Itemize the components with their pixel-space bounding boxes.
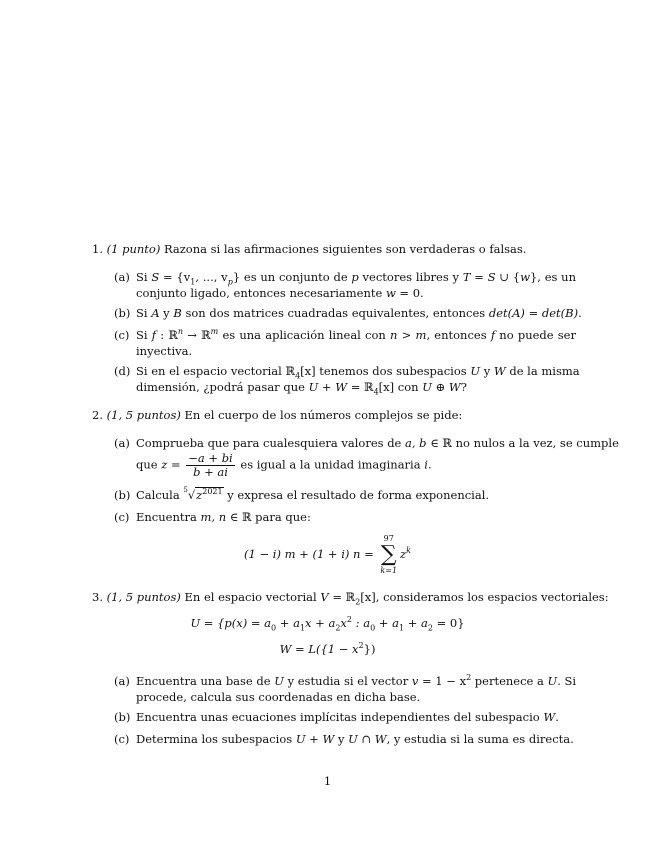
item-label: (b) <box>114 306 131 320</box>
item-text-line-1: Comprueba que para cualesquiera valores de a, b ∈ ℝ no nulos a la vez, se cumple <box>136 436 619 450</box>
sigma-icon: ∑ <box>380 542 397 567</box>
item-text-line-2: procede, calcula sus coordenadas en dicha base. <box>136 690 421 704</box>
item-label: (a) <box>114 270 130 284</box>
summation <box>380 534 397 576</box>
question-intro: En el cuerpo de los números complejos se pide: <box>184 408 463 422</box>
item-text-line-2: inyectiva. <box>136 344 193 358</box>
item-text-line-2: conjunto ligado, entonces necesariamente w = 0. <box>136 286 424 300</box>
item-text-line-2: que z = $\frac{-a + bi}{b + ai}$ es igual a la unidad imaginaria i. <box>136 451 432 479</box>
item-text-line-1: Calcula $^5√z^{2021}$ y expresa el resultado de forma exponencial. <box>136 486 490 502</box>
item-text-line-1: Si en el espacio vectorial ℝ$_4$[x] tenemos dos subespacios U y W de la misma <box>136 364 580 381</box>
fraction <box>186 452 234 479</box>
fraction-denominator: b + ai <box>193 465 228 479</box>
question-points: (1, 5 puntos) <box>106 590 181 604</box>
item-text-line-1: Encuentra m, n ∈ ℝ para que: <box>136 510 311 524</box>
item-label: (c) <box>114 732 130 746</box>
question-points: (1, 5 puntos) <box>106 408 181 422</box>
question-3-heading: 3. (1, 5 puntos) En el espacio vectorial V = ℝ$_2$[x], consideramos los espacios vectoriales: <box>92 590 609 607</box>
question-number: 2. <box>92 408 103 422</box>
root-radicand: $z^{2021}$ <box>196 487 223 502</box>
sum-upper-limit: 97 <box>383 534 394 543</box>
question-number: 1. <box>92 242 103 256</box>
question-2-heading <box>92 408 462 423</box>
item-label: (b) <box>114 488 131 502</box>
item-label: (c) <box>114 328 130 342</box>
equation-W: $W = L(\{1 - x^2\})$ <box>279 641 376 656</box>
equation-U: $U = \{p(x) = a_0 + a_1x + a_2x^2$ : $a_0 + a_1 + a_2 = 0$} <box>190 615 465 633</box>
item-label: (d) <box>114 364 131 378</box>
question-2-equation: (1 − i) m + (1 + i) n = 97 ∑ k=1 $z^k$ <box>244 534 411 575</box>
item-text-line-1: Encuentra una base de U y estudia si el vector $v = 1 - x^2$ pertenece a U. Si <box>136 673 577 688</box>
item-text-line-1: Encuentra unas ecuaciones implícitas independientes del subespacio W. <box>136 710 559 724</box>
question-intro: Razona si las afirmaciones siguientes son verdaderas o falsas. <box>163 242 527 256</box>
item-label: (a) <box>114 436 130 450</box>
question-1-heading <box>92 242 526 257</box>
item-label: (c) <box>114 510 130 524</box>
item-text-line-1: Determina los subespacios U + W y U ∩ W, y estudia si la suma es directa. <box>136 732 574 746</box>
root-index: 5 <box>183 486 188 494</box>
page-number: 1 <box>323 774 332 788</box>
item-label: (a) <box>114 674 130 688</box>
fraction-numerator: −a + bi <box>188 451 233 465</box>
radical-icon: √ <box>187 488 196 502</box>
item-text-line-2: dimensión, ¿podrá pasar que U + W = ℝ$_4$[x] con U ⊕ W? <box>136 380 467 397</box>
item-label: (b) <box>114 710 131 724</box>
item-text-line-1: Si A y B son dos matrices cuadradas equivalentes, entonces det(A) = det(B). <box>136 306 582 320</box>
item-text-line-1: Si $S = \{v_1$, ..., $v_p$} es un conjunto de p vectores libres y T = S ∪ {w}, es un <box>136 270 576 287</box>
sum-lower-limit: k=1 <box>380 566 398 575</box>
question-number: 3. <box>92 590 103 604</box>
item-text-line-1: Si f : ℝ$^n$ → ℝ$^m$ es una aplicación lineal con n > m, entonces f no puede ser <box>136 327 576 342</box>
question-points: (1 punto) <box>106 242 161 256</box>
